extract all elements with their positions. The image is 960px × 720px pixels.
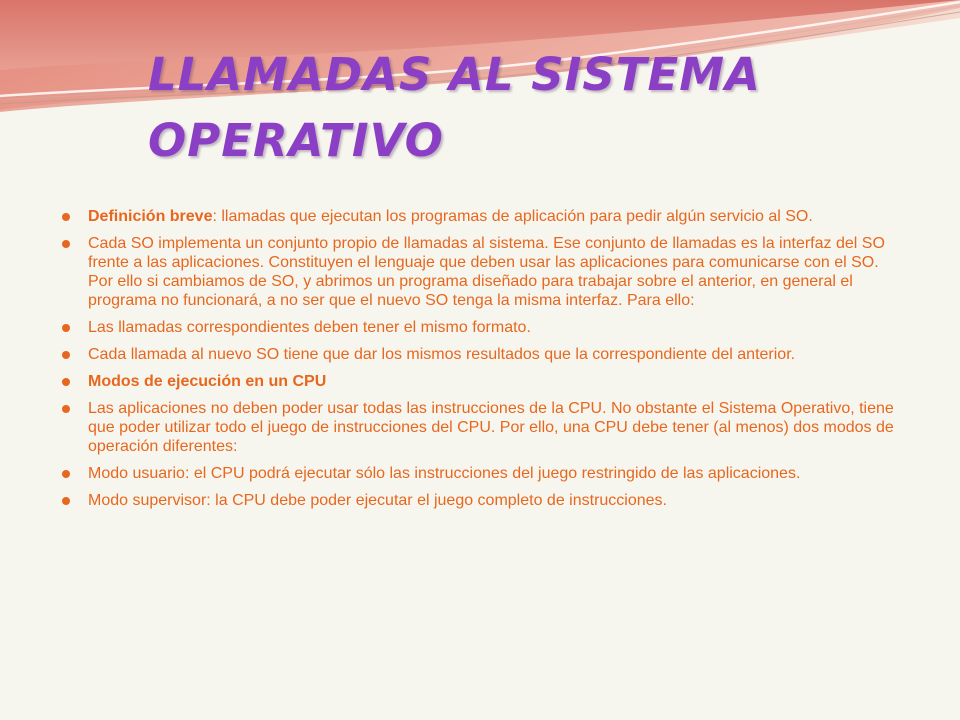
bullet-text: Cada llamada al nuevo SO tiene que dar los mismos resultados que la correspondiente del anterior. xyxy=(88,346,796,363)
bullet-dot-icon xyxy=(62,240,70,248)
bullet-dot-icon xyxy=(62,470,70,478)
bullet-text: Las aplicaciones no deben poder usar todas las instrucciones de la CPU. No obstante el Sistema Operativo, tiene que poder utilizar todo el juego de instrucciones del CPU. Por ello, una CPU debe tener (al menos) dos modos de operación diferentes: xyxy=(88,400,894,455)
bullet-item xyxy=(62,345,908,364)
bullet-dot-icon xyxy=(62,324,70,332)
bullet-item xyxy=(62,234,908,310)
bullet-text: Modo supervisor: la CPU debe poder ejecutar el juego completo de instrucciones. xyxy=(88,492,667,509)
bullet-item xyxy=(62,207,908,226)
bullet-text: Cada SO implementa un conjunto propio de llamadas al sistema. Ese conjunto de llamadas es la interfaz del SO frente a las aplicaciones. Constituyen el lenguaje que deben usar las aplicaciones para comunicarse con el SO. Por ello si cambiamos de SO, y abrimos un programa diseñado para trabajar sobre el anterior, en general el programa no funcionará, a no ser que el nuevo SO tenga la misma interfaz. Para ello: xyxy=(88,235,885,309)
bullet-list xyxy=(62,207,908,518)
bullet-bold-text: Definición breve xyxy=(88,208,213,225)
slide-title-line-2: OPERATIVO xyxy=(148,114,444,167)
bullet-item xyxy=(62,318,908,337)
bullet-dot-icon xyxy=(62,213,70,221)
bullet-dot-icon xyxy=(62,351,70,359)
bullet-text: Las llamadas correspondientes deben tener el mismo formato. xyxy=(88,319,531,336)
slide-title-line-1: LLAMADAS AL SISTEMA xyxy=(148,48,761,101)
bullet-item xyxy=(62,491,908,510)
bullet-dot-icon xyxy=(62,378,70,386)
bullet-text: Modo usuario: el CPU podrá ejecutar sólo las instrucciones del juego restringido de las aplicaciones. xyxy=(88,465,801,482)
slide-title xyxy=(148,42,908,174)
bullet-dot-icon xyxy=(62,497,70,505)
bullet-dot-icon xyxy=(62,405,70,413)
bullet-item xyxy=(62,399,908,456)
bullet-text: : llamadas que ejecutan los programas de aplicación para pedir algún servicio al SO. xyxy=(212,208,813,225)
bullet-item xyxy=(62,464,908,483)
bullet-bold-text: Modos de ejecución en un CPU xyxy=(88,373,327,390)
bullet-item xyxy=(62,372,908,391)
